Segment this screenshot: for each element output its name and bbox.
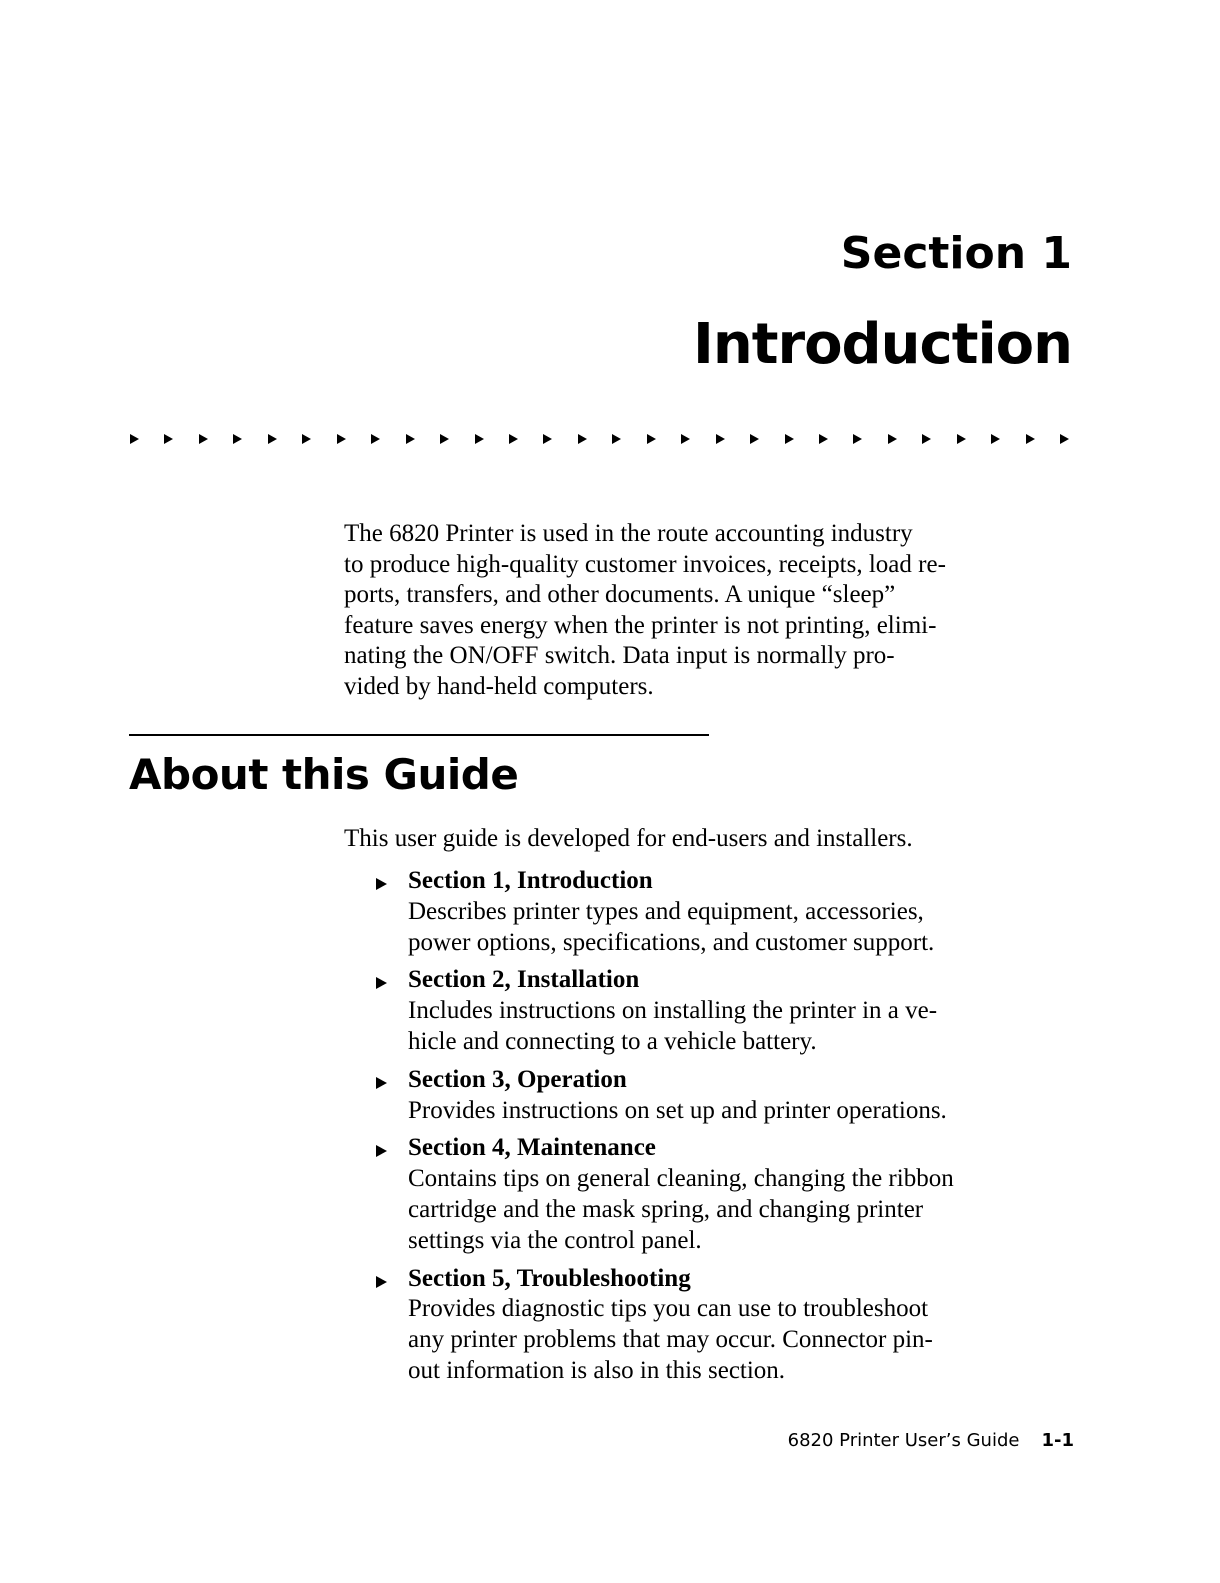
section-item-description: settings via the control panel. [408, 1226, 702, 1254]
section-list-item [376, 866, 954, 958]
intro-line: to produce high-quality customer invoices, receipts, load re- [344, 550, 946, 578]
section-item-description: hicle and connecting to a vehicle battery. [408, 1027, 817, 1055]
triangle-right-icon [199, 434, 208, 444]
triangle-right-icon [647, 434, 656, 444]
triangle-right-icon [406, 434, 415, 444]
intro-line: nating the ON/OFF switch. Data input is normally pro- [344, 642, 895, 670]
heading-rule [129, 734, 709, 736]
triangle-right-icon [750, 434, 759, 444]
triangle-right-icon [233, 434, 242, 444]
section-item-description: Provides diagnostic tips you can use to troubleshoot [408, 1295, 929, 1323]
triangle-right-icon [1026, 434, 1035, 444]
triangle-bullet-icon [376, 1077, 387, 1089]
triangle-right-icon [922, 434, 931, 444]
section-list-item [376, 1133, 954, 1256]
section-item-title: Section 4, Maintenance [408, 1134, 656, 1162]
section-item-description: Contains tips on general cleaning, changing the ribbon [408, 1165, 954, 1193]
triangle-right-icon [853, 434, 862, 444]
triangle-right-icon [440, 434, 449, 444]
triangle-bullet-icon [376, 1276, 387, 1288]
footer-guide-title: 6820 Printer User’s Guide [787, 1430, 1020, 1451]
triangle-right-icon [819, 434, 828, 444]
triangle-right-icon [475, 434, 484, 444]
triangle-right-icon [337, 434, 346, 444]
triangle-bullet-icon [376, 977, 387, 989]
guide-heading: About this Guide [129, 750, 519, 799]
section-item-description: any printer problems that may occur. Connector pin- [408, 1326, 933, 1354]
section-item-description: Describes printer types and equipment, accessories, [408, 897, 924, 925]
triangle-right-icon [543, 434, 552, 444]
triangle-right-icon [957, 434, 966, 444]
section-item-description: out information is also in this section. [408, 1356, 786, 1384]
triangle-right-icon [302, 434, 311, 444]
triangle-bullet-icon [376, 878, 387, 890]
intro-line: ports, transfers, and other documents. A unique “sleep” [344, 581, 896, 609]
section-list-item [376, 1065, 954, 1127]
triangle-right-icon [681, 434, 690, 444]
section-item-title: Section 3, Operation [408, 1065, 627, 1093]
triangle-right-icon [612, 434, 621, 444]
triangle-right-icon [164, 434, 173, 444]
section-item-description: Provides instructions on set up and printer operations. [408, 1096, 947, 1124]
section-item-title: Section 2, Installation [408, 966, 640, 994]
section-list-item [376, 965, 954, 1057]
triangle-bullet-icon [376, 1145, 387, 1157]
section-item-description: cartridge and the mask spring, and changing printer [408, 1195, 924, 1223]
intro-line: The 6820 Printer is used in the route accounting industry [344, 520, 913, 547]
triangle-right-icon [991, 434, 1000, 444]
triangle-right-icon [371, 434, 380, 444]
triangle-right-icon [578, 434, 587, 444]
page-number: 1-1 [1041, 1430, 1074, 1451]
intro-line: feature saves energy when the printer is not printing, elimi- [344, 611, 937, 639]
intro-paragraph [344, 519, 946, 703]
triangle-right-icon [1060, 434, 1069, 444]
triangle-right-icon [268, 434, 277, 444]
intro-line: vided by hand-held computers. [344, 672, 654, 700]
triangle-right-icon [888, 434, 897, 444]
section-item-description: Includes instructions on installing the printer in a ve- [408, 997, 938, 1025]
arrow-divider [130, 434, 1070, 448]
section-list [376, 866, 954, 1394]
section-item-description: power options, specifications, and customer support. [408, 928, 935, 956]
triangle-right-icon [130, 434, 139, 444]
section-item-title: Section 1, Introduction [408, 867, 653, 894]
triangle-right-icon [509, 434, 518, 444]
triangle-right-icon [716, 434, 725, 444]
page-footer [788, 1430, 1074, 1451]
triangle-right-icon [785, 434, 794, 444]
guide-lead: This user guide is developed for end-users and installers. [344, 825, 913, 852]
section-list-item [376, 1264, 954, 1387]
chapter-title: Introduction [692, 312, 1072, 377]
section-label: Section 1 [840, 228, 1072, 279]
section-item-title: Section 5, Troubleshooting [408, 1264, 691, 1292]
